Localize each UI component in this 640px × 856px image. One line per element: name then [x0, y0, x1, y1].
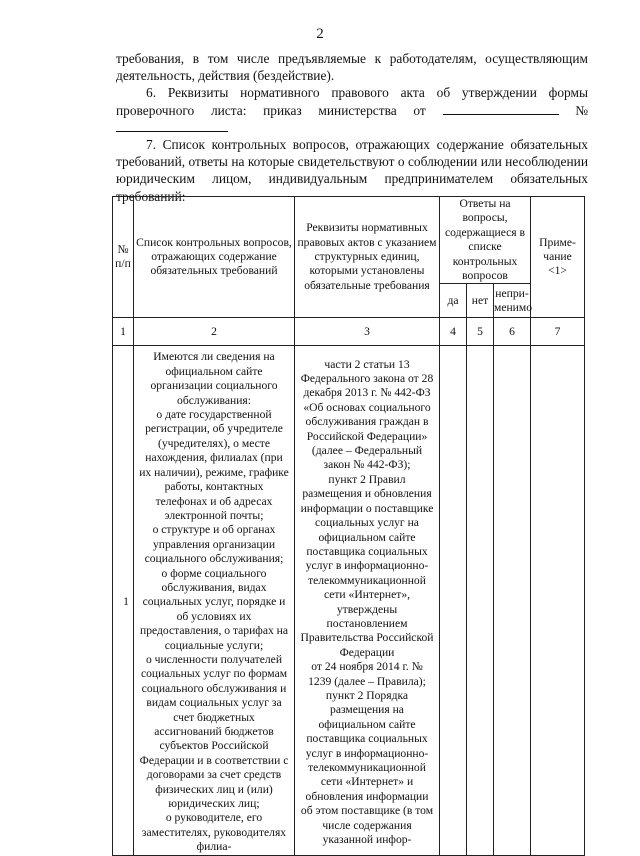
answer-no-cell[interactable]	[467, 346, 494, 855]
header-requisites: Реквизиты нормативных правовых актов с указанием структурных единиц, которыми установлены обязательные требования	[295, 197, 440, 318]
header-yes: да	[440, 284, 467, 318]
paragraph-6-text: 6. Реквизиты нормативного правового акта об утверждении формы проверочного листа: приказ министерства от	[116, 85, 588, 118]
column-number: 4	[440, 318, 467, 346]
answer-yes-cell[interactable]	[440, 346, 467, 855]
answer-not-applicable-cell[interactable]	[494, 346, 531, 855]
column-number: 1	[113, 318, 134, 346]
table-row	[113, 346, 585, 855]
header-num: № п/п	[113, 197, 134, 318]
order-date-blank	[443, 103, 559, 115]
checklist-table	[112, 196, 585, 856]
page-number: 2	[316, 26, 324, 42]
row-requisites: части 2 статьи 13 Федерального закона от 28 декабря 2013 г. № 442-ФЗ «Об основах социального обслуживания граждан в Российской Федерации» (далее – Федеральный закон № 442-ФЗ); пункт 2 Правил размещения и обновления информации о поставщике социальных услуг на официальном сайте поставщика социальных услуг в информационно-телекоммуникационной сети «Интернет», утверждены постановлением Правительства Российской Федерации от 24 ноября 2014 г. № 1239 (далее – Правила); пункт 2 Порядка размещения на официальном сайте поставщика социальных услуг в информационно-телекоммуникационной сети «Интернет» и обновления информации об этом поставщике (в том числе содержания указанной инфор-	[295, 346, 440, 855]
paragraph-7: 7. Список контрольных вопросов, отражающих содержание обязательных требований, ответы на которые свидетельствуют о соблюдении или несоблюдении юридическим лицом, индивидуальным предпринимателем обязательных требований:	[116, 137, 588, 204]
header-no: нет	[467, 284, 494, 318]
number-sign: №	[575, 102, 588, 118]
column-number: 5	[467, 318, 494, 346]
paragraph-continuation: требования, в том числе предъявляемые к работодателям, осуществляющим деятельность, действия (бездействие).	[116, 51, 588, 84]
column-number-row	[113, 318, 585, 346]
column-number: 6	[494, 318, 531, 346]
column-number: 7	[531, 318, 585, 346]
header-note: Приме- чание <1>	[531, 197, 585, 318]
row-number: 1	[113, 346, 134, 855]
header-questions: Список контрольных вопросов, отражающих содержание обязательных требований	[134, 197, 295, 318]
column-number: 2	[134, 318, 295, 346]
column-number: 3	[295, 318, 440, 346]
header-not-applicable: непри- менимо	[494, 284, 531, 318]
paragraph-6	[116, 84, 588, 136]
header-row-1	[113, 197, 585, 284]
header-answers: Ответы на вопросы, содержащиеся в списке контрольных вопросов	[440, 197, 531, 284]
row-question: Имеются ли сведения на официальном сайте организации социального обслуживания: о дате государственной регистрации, об учредителе (учредителях), о месте нахождения, филиалах (при их наличии), режиме, графике работы, контактных телефонах и об адресах электронной почты; о структуре и об органах управления организации социального обслуживания; о форме социального обслуживания, видах социальных услуг, порядке и об условиях их предоставления, о тарифах на социальные услуги; о численности получателей социальных услуг по формам социального обслуживания и видам социальных услуг за счет бюджетных ассигнований бюджетов субъектов Российской Федерации и в соответствии с договорами за счет средств физических лиц и (или) юридических лиц; о руководителе, его заместителях, руководителях филиа-	[134, 346, 295, 855]
body-text	[116, 50, 588, 205]
note-cell[interactable]	[531, 346, 585, 855]
order-number-blank	[116, 120, 228, 132]
